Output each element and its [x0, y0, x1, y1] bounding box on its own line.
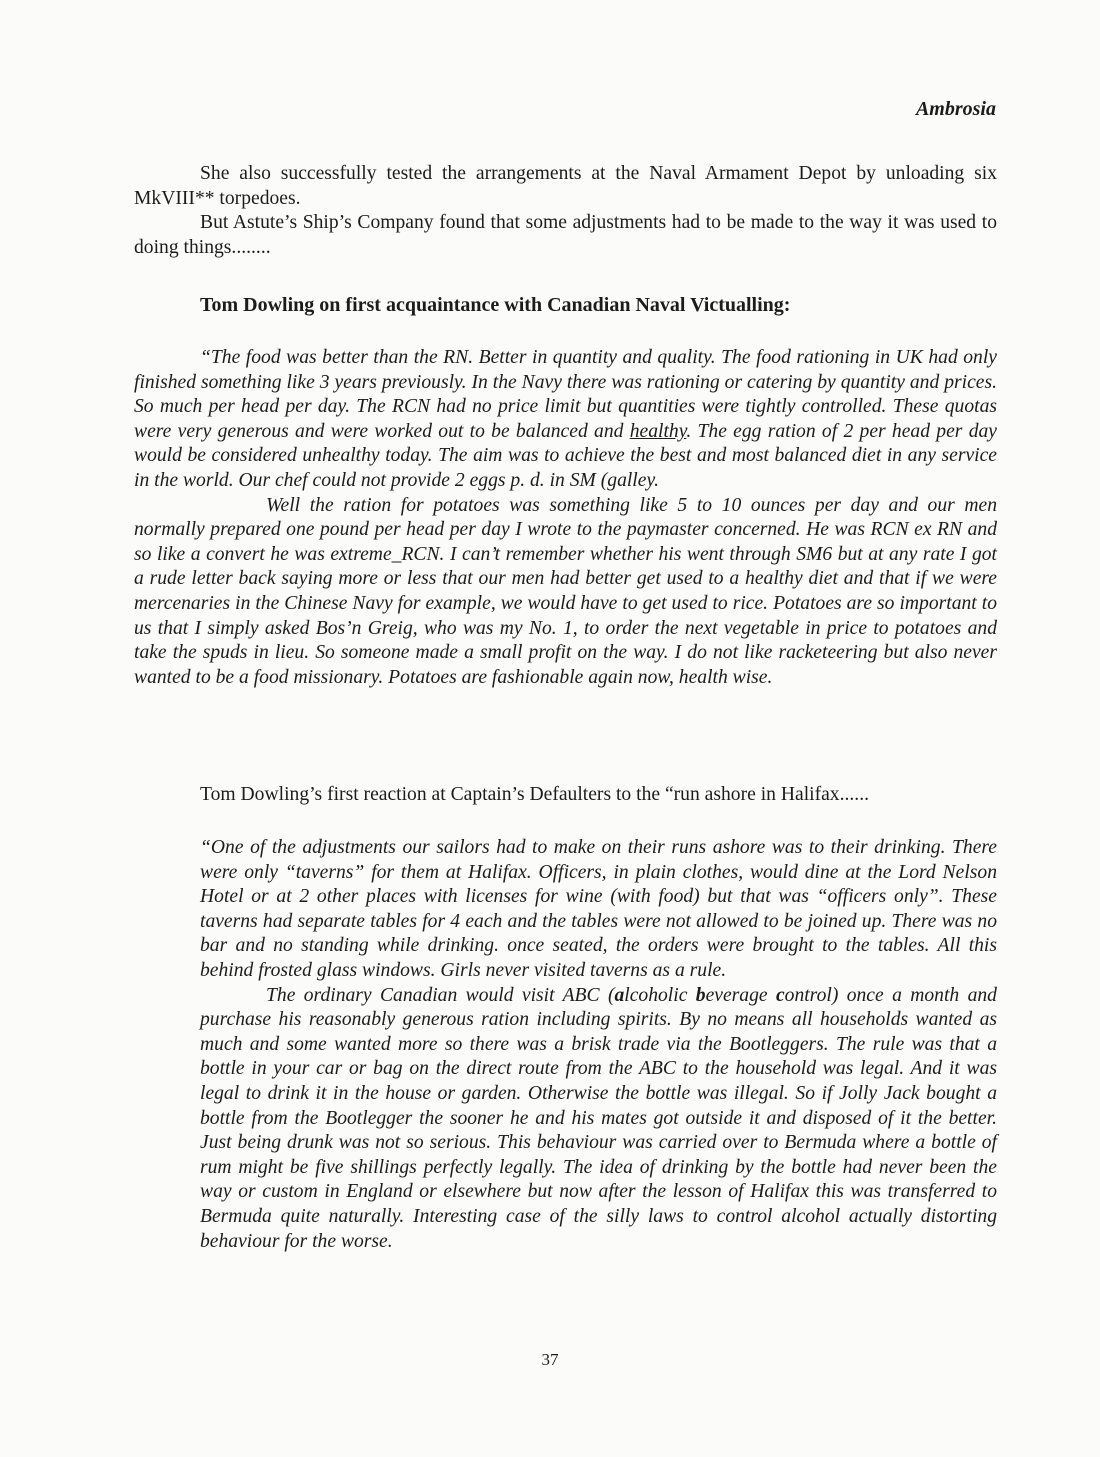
abc-text-b: lcoholic	[624, 984, 696, 1006]
page-number: 37	[541, 1350, 559, 1369]
victualling-paragraph-1	[134, 346, 997, 494]
abc-letter-c: c	[775, 984, 785, 1006]
abc-text-a: The ordinary Canadian would visit ABC (	[266, 984, 615, 1006]
running-header-title: Ambrosia	[915, 98, 996, 120]
intro-paragraph-1: She also successfully tested the arrangements at the Naval Armament Depot by unloading six MkVIII** torpedoes.	[134, 163, 997, 209]
halifax-paragraph-2	[200, 984, 997, 1255]
abc-text-c: everage	[705, 984, 776, 1006]
halifax-paragraph-1: “One of the adjustments our sailors had to make on their runs ashore was to their drinking. There were only “taverns” for them at Halifax. Officers, in plain clothes, would dine at the Lord Nelson Hotel or at 2 other places with licenses for wine (with food) but that was “officers only”. These taverns had separate tables for 4 each and the tables were not allowed to be joined up. There was no bar and no standing while drinking. once seated, the orders were brought to the tables. All this behind frosted glass windows. Girls never visited taverns as a rule.	[200, 837, 997, 981]
intro-paragraph-2: But Astute’s Ship’s Company found that some adjustments had to be made to the way it was used to doing things........	[134, 212, 997, 258]
intro-text	[134, 162, 997, 260]
victualling-text-b: . The egg ration of 2 per head per day would be considered unhealthy today. The aim was to achieve the best and most balanced diet in any service in the world. Our chef could not provide 2 eggs p. d. in SM (galley.	[134, 420, 997, 491]
healthy-underlined: healthy	[629, 420, 687, 442]
section-heading-victualling: Tom Dowling on first acquaintance with Canadian Naval Victualling:	[200, 294, 791, 316]
abc-text-d: ontrol) once a month and purchase his reasonably generous ration including spirits. By no means all households wanted as much and some wanted more so there was a brisk trade via the Bootleggers. The rule was that a bottle in your car or bag on the direct route from the ABC to the household was legal. And it was legal to drink it in the house or garden. Otherwise the bottle was illegal. So if Jolly Jack bought a bottle from the Bootlegger the sooner he and his mates got outside it and disposed of it the better. Just being drunk was not so serious. This behaviour was carried over to Bermuda where a bottle of rum might be five shillings perfectly legally. The idea of drinking by the bottle had never been the way or custom in England or elsewhere but now after the lesson of Halifax this was transferred to Bermuda quite naturally. Interesting case of the silly laws to control alcohol actually distorting behaviour for the worse.	[200, 984, 997, 1252]
victualling-quote	[134, 346, 997, 690]
defaulters-lead: Tom Dowling’s first reaction at Captain’s Defaulters to the “run ashore in Halifax......	[200, 784, 869, 805]
abc-letter-b: b	[695, 984, 706, 1006]
victualling-text-a: “The food was better than the RN. Better in quantity and quality. The food rationing in UK had only finished something like 3 years previously. In the Navy there was rationing or catering by quantity and prices. So much per head per day. The RCN had no price limit but quantities were tightly controlled. These quotas were very generous and were worked out to be balanced and	[134, 347, 997, 442]
halifax-quote	[200, 836, 997, 1254]
victualling-paragraph-2: Well the ration for potatoes was something like 5 to 10 ounces per day and our men normally prepared one pound per head per day I wrote to the paymaster concerned. He was RCN ex RN and so like a convert he was extreme_RCN. I can’t remember whether his went through SM6 but at any rate I got a rude letter back saying more or less that our men had better get used to a healthy diet and that if we were mercenaries in the Chinese Navy for example, we would have to get used to rice. Potatoes are so important to us that I simply asked Bos’n Greig, who was my No. 1, to order the next vegetable in price to potatoes and take the spuds in lieu. So someone made a small profit on the way. I do not like racketeering but also never wanted to be a food missionary. Potatoes are fashionable again now, health wise.	[134, 494, 997, 688]
abc-letter-a: a	[614, 984, 625, 1006]
